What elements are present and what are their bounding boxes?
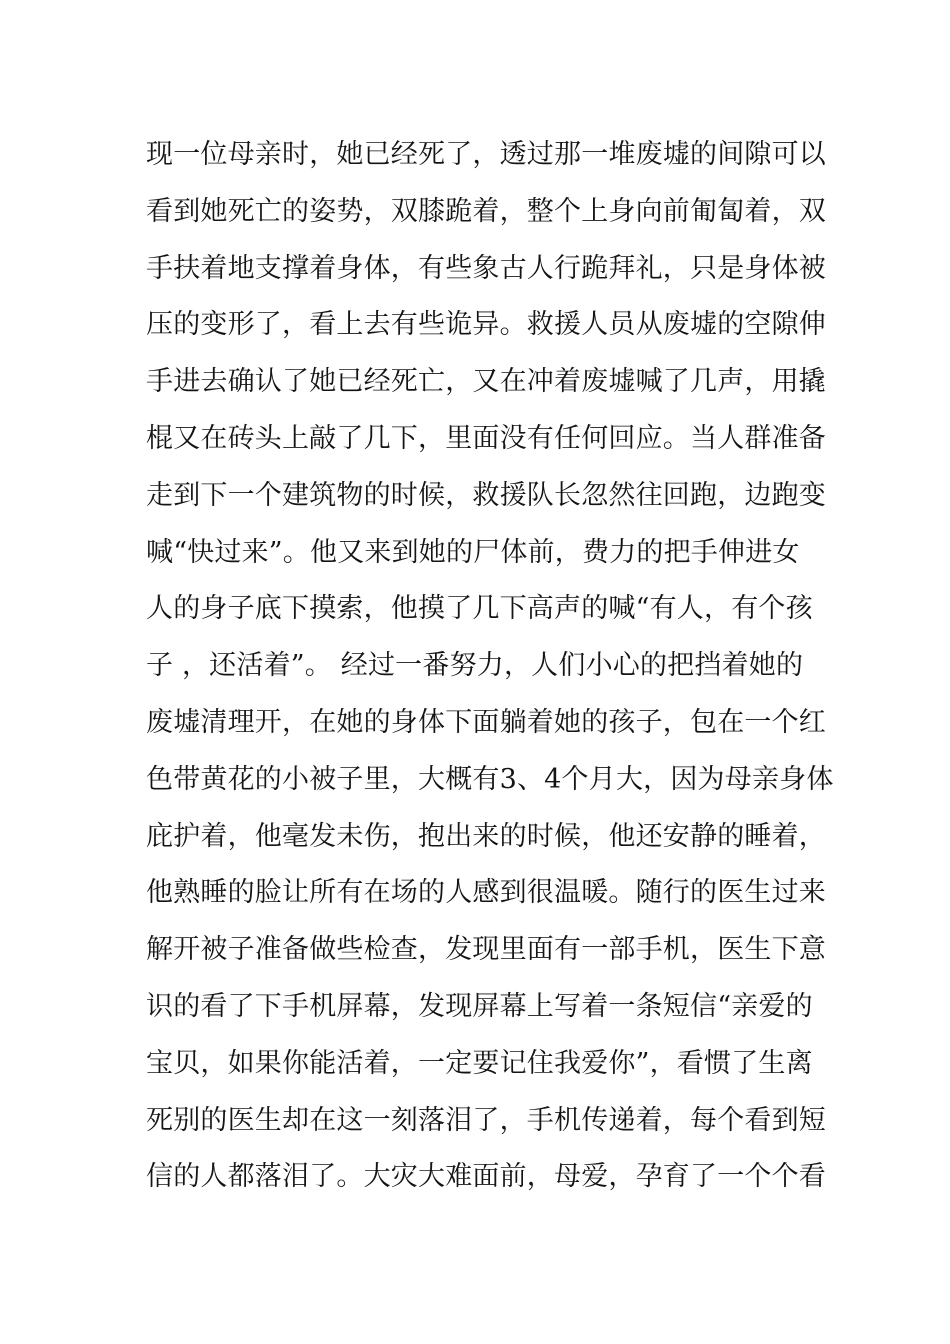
text-line: 色带黄花的小被子里，大概有3、4个月大，因为母亲身体 (146, 763, 834, 795)
text-line: 信的人都落泪了。大灾大难面前，母爱，孕育了一个个看 (146, 1161, 826, 1193)
text-line: 他熟睡的脸让所有在场的人感到很温暖。随行的医生过来 (146, 877, 826, 909)
text-line: 人的身子底下摸索，他摸了几下高声的喊“有人，有个孩 (146, 593, 813, 625)
text-line: 现一位母亲时，她已经死了，透过那一堆废墟的间隙可以 (146, 139, 826, 170)
text-line: 解开被子准备做些检查，发现里面有一部手机，医生下意 (146, 934, 826, 966)
text-line: 子 ，还活着”。 经过一番努力，人们小心的把挡着她的 (146, 650, 804, 682)
text-line: 庇护着，他毫发未伤，抱出来的时候，他还安静的睡着， (146, 820, 826, 852)
text-line: 喊“快过来”。他又来到她的尸体前，费力的把手伸进女 (146, 536, 800, 568)
text-line: 走到下一个建筑物的时候，救援队长忽然往回跑，边跑变 (146, 479, 826, 511)
text-line: 废墟清理开，在她的身体下面躺着她的孩子，包在一个红 (146, 706, 826, 738)
text-line: 看到她死亡的姿势，双膝跪着，整个上身向前匍匐着，双 (146, 195, 826, 227)
text-line: 死别的医生却在这一刻落泪了，手机传递着，每个看到短 (146, 1104, 826, 1136)
body-text (146, 127, 834, 1206)
text-line: 棍又在砖头上敲了几下，里面没有任何回应。当人群准备 (146, 422, 826, 454)
text-line: 手扶着地支撑着身体，有些象古人行跪拜礼，只是身体被 (146, 252, 826, 284)
text-line: 手进去确认了她已经死亡，又在冲着废墟喊了几声，用撬 (146, 366, 826, 398)
text-line: 压的变形了，看上去有些诡异。救援人员从废墟的空隙伸 (146, 309, 826, 341)
text-line: 宝贝，如果你能活着，一定要记住我爱你”，看惯了生离 (146, 1047, 813, 1079)
text-line: 识的看了下手机屏幕，发现屏幕上写着一条短信“亲爱的 (146, 990, 813, 1022)
